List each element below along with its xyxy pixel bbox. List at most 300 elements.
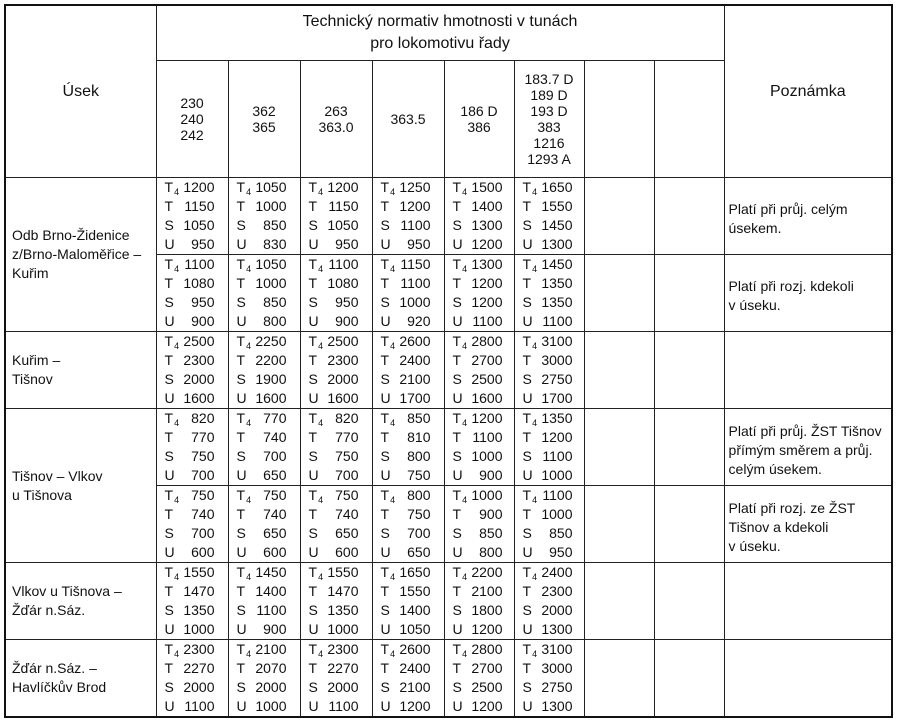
value-label: U <box>452 698 463 714</box>
loco-column-header <box>372 61 444 178</box>
value-label-subscript: 4 <box>390 187 396 197</box>
value-label: U <box>164 390 175 406</box>
value-label: $T_4$ <box>308 179 324 197</box>
value-number: 1350 <box>541 294 573 310</box>
usek-line: Tišnov <box>12 371 53 387</box>
value-label: U <box>522 698 533 714</box>
value-number: 800 <box>407 487 431 503</box>
value-label-subscript: 4 <box>390 341 396 351</box>
value-number: 820 <box>335 410 359 426</box>
value-label: T <box>452 583 462 599</box>
value-label: S <box>452 217 462 233</box>
value-number: 700 <box>335 467 359 483</box>
value-line <box>301 447 372 466</box>
value-number: 700 <box>407 525 431 541</box>
value-label: U <box>236 698 247 714</box>
header-title-line1: Technický normativ hmotnosti v tunách <box>302 13 578 30</box>
value-cell <box>228 640 300 718</box>
value-number: 750 <box>191 487 215 503</box>
value-label: U <box>452 467 463 483</box>
value-label: U <box>452 236 463 252</box>
usek-cell <box>5 640 156 718</box>
value-line <box>445 178 514 197</box>
value-label-subscript: 4 <box>532 264 538 274</box>
value-number: 2300 <box>327 352 359 368</box>
value-number: 1350 <box>327 602 359 618</box>
value-number: 1200 <box>471 294 503 310</box>
value-label-subscript: 4 <box>390 495 396 505</box>
value-label: T <box>380 583 390 599</box>
value-cell <box>584 255 654 332</box>
value-line <box>515 332 584 351</box>
value-line <box>229 563 300 582</box>
value-line <box>229 255 300 274</box>
value-label: T <box>380 506 390 522</box>
value-number: 1350 <box>541 410 573 426</box>
value-line <box>301 216 372 235</box>
value-label: T <box>236 660 246 676</box>
value-cell <box>444 563 514 640</box>
value-line <box>301 466 372 485</box>
loco-series: 193 D <box>530 103 568 119</box>
value-label: T <box>452 198 462 214</box>
value-number: 2400 <box>541 564 573 580</box>
value-label: $T_4$ <box>522 487 538 505</box>
value-cell <box>300 486 372 563</box>
value-line <box>445 428 514 447</box>
value-line <box>229 216 300 235</box>
value-label-subscript: 4 <box>318 495 324 505</box>
value-number: 810 <box>407 429 431 445</box>
value-line <box>373 486 444 505</box>
value-label: $T_4$ <box>380 179 396 197</box>
value-number: 950 <box>335 236 359 252</box>
value-label: S <box>452 448 462 464</box>
value-cell <box>444 178 514 255</box>
value-number: 1200 <box>183 179 215 195</box>
value-label: T <box>380 429 390 445</box>
value-number: 1450 <box>541 217 573 233</box>
usek-cell <box>5 178 156 332</box>
value-line <box>373 216 444 235</box>
value-label: T <box>308 352 318 368</box>
value-number: 3000 <box>541 352 573 368</box>
value-line <box>515 678 584 697</box>
value-label-subscript: 4 <box>246 495 252 505</box>
value-number: 1300 <box>471 217 503 233</box>
value-label-subscript: 4 <box>318 187 324 197</box>
value-line <box>157 216 228 235</box>
value-line <box>515 389 584 408</box>
value-number: 1470 <box>327 583 359 599</box>
loco-column-header <box>228 61 300 178</box>
value-number: 1000 <box>255 198 287 214</box>
value-line <box>373 601 444 620</box>
value-number: 1000 <box>471 487 503 503</box>
usek-line: Tišnov – Vlkov <box>12 467 103 484</box>
value-label: T <box>380 275 390 291</box>
value-line <box>229 447 300 466</box>
value-label: U <box>380 236 391 252</box>
value-number: 950 <box>335 294 359 310</box>
note-line: Platí při průj. celým <box>728 201 848 217</box>
value-label: U <box>522 313 533 329</box>
value-cell <box>444 409 514 486</box>
value-number: 3100 <box>541 333 573 349</box>
value-label: S <box>164 217 174 233</box>
value-number: 2000 <box>327 371 359 387</box>
value-label: S <box>380 294 390 310</box>
value-label-subscript: 4 <box>532 495 538 505</box>
value-label-subscript: 4 <box>532 418 538 428</box>
value-label: $T_4$ <box>308 410 324 428</box>
value-label-subscript: 4 <box>532 572 538 582</box>
value-number: 1050 <box>255 256 287 272</box>
value-label: T <box>522 275 532 291</box>
value-label: T <box>164 198 174 214</box>
value-line <box>157 447 228 466</box>
value-label: T <box>308 198 318 214</box>
value-label: T <box>236 583 246 599</box>
value-line <box>229 466 300 485</box>
value-line <box>515 486 584 505</box>
value-line <box>373 524 444 543</box>
value-line <box>373 389 444 408</box>
value-number: 1600 <box>183 390 215 406</box>
loco-column-header <box>654 61 724 178</box>
value-label-subscript: 4 <box>462 418 468 428</box>
value-line <box>445 409 514 428</box>
value-label-subscript: 4 <box>246 418 252 428</box>
value-label: $T_4$ <box>380 256 396 274</box>
value-line <box>157 178 228 197</box>
value-number: 750 <box>191 448 215 464</box>
value-label: $T_4$ <box>236 641 252 659</box>
value-number: 650 <box>263 525 287 541</box>
value-line <box>373 197 444 216</box>
value-cell <box>654 409 724 486</box>
value-number: 2600 <box>399 641 431 657</box>
value-number: 1200 <box>399 198 431 214</box>
value-number: 750 <box>335 487 359 503</box>
value-number: 2000 <box>183 371 215 387</box>
value-label: U <box>380 390 391 406</box>
value-label: S <box>522 371 532 387</box>
value-line <box>445 274 514 293</box>
value-line <box>445 601 514 620</box>
value-line <box>515 543 584 562</box>
value-line <box>301 235 372 254</box>
value-label: S <box>452 602 462 618</box>
value-line <box>373 293 444 312</box>
value-label: U <box>308 698 319 714</box>
value-label: U <box>452 390 463 406</box>
value-number: 1000 <box>183 621 215 637</box>
value-label: U <box>164 313 175 329</box>
value-cell <box>372 640 444 718</box>
value-line <box>373 274 444 293</box>
value-number: 920 <box>407 313 431 329</box>
value-line <box>157 582 228 601</box>
value-label: $T_4$ <box>308 564 324 582</box>
value-cell <box>156 563 228 640</box>
value-line <box>373 370 444 389</box>
value-number: 1100 <box>542 487 573 503</box>
value-number: 750 <box>335 448 359 464</box>
value-number: 1100 <box>400 217 431 233</box>
value-number: 1050 <box>327 217 359 233</box>
value-number: 2100 <box>399 679 431 695</box>
value-number: 740 <box>335 506 359 522</box>
value-label: S <box>380 371 390 387</box>
value-cell <box>156 640 228 718</box>
value-number: 1400 <box>471 198 503 214</box>
value-label: S <box>164 294 174 310</box>
value-label: T <box>308 583 318 599</box>
value-label: $T_4$ <box>164 179 180 197</box>
value-label: T <box>380 660 390 676</box>
value-label-subscript: 4 <box>390 649 396 659</box>
value-number: 2000 <box>255 679 287 695</box>
value-line <box>301 178 372 197</box>
value-number: 3100 <box>541 641 573 657</box>
value-line <box>301 351 372 370</box>
value-number: 600 <box>335 544 359 560</box>
value-label: $T_4$ <box>522 410 538 428</box>
value-label: T <box>164 506 174 522</box>
value-line <box>515 582 584 601</box>
value-label-subscript: 4 <box>462 572 468 582</box>
value-number: 1650 <box>399 564 431 580</box>
value-line <box>515 505 584 524</box>
note-text <box>729 422 892 479</box>
value-label: $T_4$ <box>452 487 468 505</box>
value-line <box>445 486 514 505</box>
value-line <box>301 197 372 216</box>
usek-line: Kuřim – <box>12 352 61 368</box>
value-line <box>301 563 372 582</box>
value-line <box>301 486 372 505</box>
value-label-subscript: 4 <box>246 264 252 274</box>
note-cell <box>724 563 892 640</box>
value-number: 900 <box>335 313 359 329</box>
value-line <box>515 697 584 716</box>
value-line <box>301 505 372 524</box>
value-line <box>301 312 372 331</box>
value-cell <box>514 332 584 409</box>
value-number: 1100 <box>542 448 573 464</box>
value-label: S <box>308 525 318 541</box>
value-label: T <box>452 352 462 368</box>
value-number: 1550 <box>541 198 573 214</box>
value-line <box>229 274 300 293</box>
value-line <box>373 255 444 274</box>
value-label-subscript: 4 <box>318 264 324 274</box>
value-cell <box>156 332 228 409</box>
value-label: $T_4$ <box>164 333 180 351</box>
value-number: 2300 <box>541 583 573 599</box>
value-label: $T_4$ <box>164 564 180 582</box>
value-number: 1000 <box>541 506 573 522</box>
value-label: $T_4$ <box>522 564 538 582</box>
value-number: 850 <box>549 525 573 541</box>
value-label: S <box>380 217 390 233</box>
value-label: S <box>308 294 318 310</box>
value-number: 830 <box>263 236 287 252</box>
value-label: U <box>164 698 175 714</box>
value-number: 1300 <box>471 256 503 272</box>
usek-line: Žďár n.Sáz. <box>12 602 86 618</box>
value-cell <box>156 486 228 563</box>
value-label: U <box>380 698 391 714</box>
value-label: T <box>452 429 462 445</box>
value-label: $T_4$ <box>164 410 180 428</box>
value-number: 740 <box>263 506 287 522</box>
value-number: 1200 <box>471 236 503 252</box>
value-cell <box>584 563 654 640</box>
value-label: $T_4$ <box>452 179 468 197</box>
value-line <box>373 428 444 447</box>
value-label: S <box>522 602 532 618</box>
value-line <box>157 659 228 678</box>
table-row <box>5 640 892 718</box>
value-number: 800 <box>479 544 503 560</box>
value-label-subscript: 4 <box>246 341 252 351</box>
value-cell <box>300 178 372 255</box>
usek-line: Vlkov u Tišnova – <box>12 583 122 599</box>
value-label: T <box>164 275 174 291</box>
value-label: $T_4$ <box>164 256 180 274</box>
value-cell <box>444 640 514 718</box>
value-line <box>445 620 514 639</box>
value-label: $T_4$ <box>236 333 252 351</box>
loco-column-header <box>584 61 654 178</box>
value-number: 1050 <box>255 179 287 195</box>
value-number: 2400 <box>399 352 431 368</box>
value-number: 2000 <box>541 602 573 618</box>
value-label: U <box>452 544 463 560</box>
value-cell <box>654 178 724 255</box>
value-line <box>373 409 444 428</box>
value-label: U <box>308 467 319 483</box>
header-title <box>156 5 724 61</box>
value-line <box>157 332 228 351</box>
value-label: S <box>236 602 246 618</box>
value-number: 1000 <box>327 621 359 637</box>
value-line <box>515 659 584 678</box>
value-line <box>445 370 514 389</box>
value-line <box>445 697 514 716</box>
note-cell <box>724 255 892 332</box>
value-number: 1300 <box>541 236 573 252</box>
value-number: 850 <box>263 217 287 233</box>
value-label-subscript: 4 <box>246 187 252 197</box>
value-cell <box>584 178 654 255</box>
value-number: 650 <box>335 525 359 541</box>
value-line <box>515 235 584 254</box>
value-line <box>445 524 514 543</box>
value-line <box>157 409 228 428</box>
value-number: 1650 <box>541 179 573 195</box>
value-line <box>373 351 444 370</box>
value-line <box>157 640 228 659</box>
value-label-subscript: 4 <box>318 418 324 428</box>
value-cell <box>372 178 444 255</box>
value-number: 2200 <box>255 352 287 368</box>
value-label: S <box>164 448 174 464</box>
value-line <box>445 197 514 216</box>
value-label: U <box>308 313 319 329</box>
value-line <box>157 197 228 216</box>
value-label: U <box>452 313 463 329</box>
value-line <box>157 351 228 370</box>
value-number: 900 <box>479 506 503 522</box>
value-number: 2200 <box>471 564 503 580</box>
usek-cell <box>5 563 156 640</box>
value-line <box>301 620 372 639</box>
value-line <box>445 235 514 254</box>
value-line <box>301 524 372 543</box>
value-label: $T_4$ <box>380 333 396 351</box>
value-number: 650 <box>407 544 431 560</box>
value-line <box>373 505 444 524</box>
value-number: 2700 <box>471 352 503 368</box>
value-label-subscript: 4 <box>390 264 396 274</box>
value-cell <box>584 486 654 563</box>
value-label: T <box>236 275 246 291</box>
value-number: 1350 <box>541 275 573 291</box>
value-number: 740 <box>191 506 215 522</box>
loco-series: 363.5 <box>390 111 426 127</box>
value-number: 1100 <box>184 698 215 714</box>
value-line <box>445 563 514 582</box>
value-label: S <box>236 371 246 387</box>
value-label: T <box>236 352 246 368</box>
value-label: U <box>164 467 175 483</box>
value-label: T <box>380 352 390 368</box>
usek-line: Kuřim <box>12 265 49 281</box>
value-label: S <box>380 602 390 618</box>
value-label: S <box>522 294 532 310</box>
value-cell <box>300 563 372 640</box>
value-line <box>515 409 584 428</box>
value-line <box>515 370 584 389</box>
value-number: 1000 <box>255 698 287 714</box>
value-line <box>157 543 228 562</box>
value-line <box>515 197 584 216</box>
value-label: T <box>522 660 532 676</box>
value-label-subscript: 4 <box>532 649 538 659</box>
value-cell <box>300 409 372 486</box>
value-label-subscript: 4 <box>390 418 396 428</box>
normative-table <box>4 4 893 718</box>
value-line <box>229 370 300 389</box>
value-label: T <box>522 198 532 214</box>
value-cell <box>228 563 300 640</box>
value-number: 1100 <box>328 698 359 714</box>
value-label: $T_4$ <box>452 256 468 274</box>
value-number: 750 <box>263 487 287 503</box>
value-number: 750 <box>407 506 431 522</box>
value-number: 1300 <box>541 698 573 714</box>
value-line <box>515 178 584 197</box>
value-label: $T_4$ <box>452 641 468 659</box>
loco-series: 240 <box>180 111 204 127</box>
value-line <box>373 178 444 197</box>
value-line <box>229 505 300 524</box>
value-label: T <box>236 429 246 445</box>
value-number: 1600 <box>471 390 503 406</box>
